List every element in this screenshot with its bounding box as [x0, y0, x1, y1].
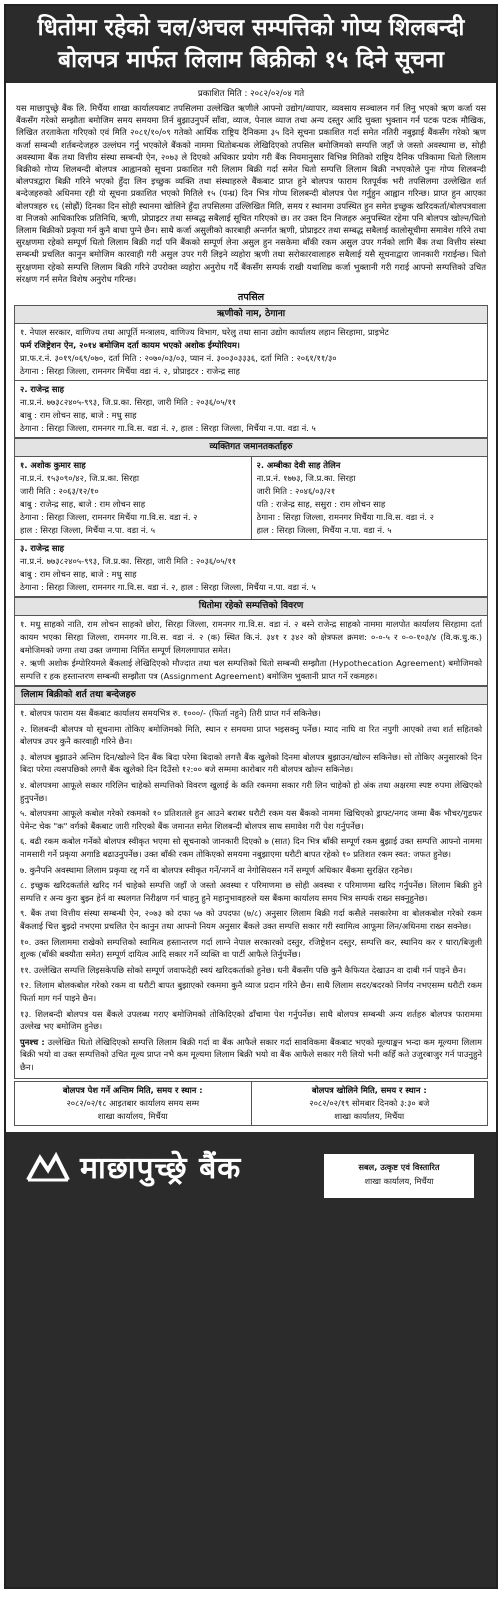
guarantor-1-line-5: ठेगाना : सिरहा जिल्ला, रामनगर मिर्चैया गा.वि.स. वडा नं. २ [20, 512, 198, 523]
condition-item: ८. इच्छुक खरिदकर्ताले खरिद गर्न चाहेको सम्पत्ति जहाँ जे जस्तो अवस्था र परिमाणमा छ सोही अवस्था र परिमाणमा खरिद गर्नुपर्नेछ। लिलाम बिक्री हुने सम्पत्ति र अन्य कुरा बुझ्न हेर्न वा स्थलगत निरीक्षण गर्न चाहनु हुने महानुभावहरुले यस बैंकमा कार्यालय समय भित्र सम्पर्क राख्न सक्नुहुनेछ। [20, 880, 482, 903]
conditions-heading: लिलाम बिक्रीको शर्त तथा बन्देजहरु [15, 687, 488, 705]
published-date: प्रकाशित मिति : २०८२/०२/०४ गते [197, 89, 305, 99]
slogan: सबल, उत्कृष्ट एवं विस्तारित [358, 1162, 440, 1173]
property-item-2: २. ऋणी अशोक ईम्पोरियमले बैंकलाई लेखिदिएको मौज्दात तथा चल सम्पत्तिको धितो सम्बन्धी सम्झौता (Hypothecation Agreement) बमोजिमको सम्पत्ति र हक हस्तान्तरण सम्बन्धी सम्झौता पत्र (Assignment Agreement) बमोजिम भुक्तानी प्राप्त गर्ने रकमहरु। [20, 658, 482, 682]
condition-item: १०. उक्त लिलाममा राखेको सम्पत्तिको स्वामित्व हस्तान्तरण गर्दा लाग्ने नेपाल सरकारको दस्तुर, रजिष्ट्रेशन दस्तुर, सम्पत्ति कर, स्थानिय कर र धारा/बिजुली शुल्क (बाँकी बक्यौता समेत) सम्पूर्ण दायित्व आदि सकार गर्ने व्यक्ति वा पार्टी आफैले तिर्नुपर्नेछ। [20, 936, 482, 960]
borrower-2-line-4: ठेगाना : सिरहा जिल्ला, रामनगर गा.वि.स. वडा नं. २, हाल : सिरहा जिल्ला, मिर्चैया न.पा. वडा नं. ५ [20, 423, 316, 434]
condition-item: १३. शिलबन्दी बोलपत्र यस बैंकले उपलब्ध गराए बमोजिमको तोकिदिएको ढाँचामा पेश गर्नुपर्नेछ। साथै बोलपत्र सम्बन्धी अन्य शर्तहरु बोलपत्र फाराममा उल्लेख भए बमोजिम हुनेछ। [20, 1008, 482, 1032]
borrower-2-line-1: २. राजेन्द्र साह [20, 384, 65, 395]
condition-item: ९. बैंक तथा वित्तीय संस्था सम्बन्धी ऐन, २०७३ को दफा ५७ को उपदफा (७/८) अनुसार लिलाम बिक्री गर्दा कसैले नसकारेमा वा बोलकबोल गरेको रकम बैंकलाई चित्त बुझ्दो नभएमा प्रचलित ऐन कानुन तथा आफ्नो नियम अनुसार बैंकले उक्त सम्पत्ति सकार गरी स्वामित्व आफूमा लिन/अधिनमा राख्न सक्नेछ। [20, 908, 482, 931]
condition-item: ७. कुनैपनि अवस्थामा लिलाम प्रकृया रद्द गर्ने वा बोलपत्र स्वीकृत गर्ने/नगर्ने वा नेगोसियसन गर्ने सम्पूर्ण अधिकार बैंकमा सुरक्षित रहनेछ। [20, 864, 413, 875]
borrower-1-line-3: प्रा.फ.र.नं. ३०१९/०६९/०७०, दर्ता मिति : २०७०/०३/०३, प्यान नं. ३००३०३३३६, दर्ता मिति : २०६१/११/३० [20, 353, 337, 364]
title-line-2: बोलपत्र मार्फत लिलाम बिक्रीको १५ दिने सूचना [58, 47, 444, 73]
guarantor-1-line-2: ना.प्र.नं. १५३०९०/४२, जि.प्र.का. सिरहा [20, 473, 140, 484]
guarantor-1-line-6: हाल : सिरहा जिल्ला, मिर्चैया न.पा. वडा नं. ५ [20, 525, 156, 536]
condition-item: ५. बोलपत्रमा आफूले कबोल गरेको रकमको १० प्रतिशतले हुन आउने बराबर धरौटी रकम यस बैंकको नाममा खिचिएको ड्राफ्ट/नगद जम्मा बैंक भौचर/गुडफर पेमेन्ट चेक "क" वर्गको बैंकबाट जारी गरिएको बैंक जमानत समेत शिलबन्दी बोलपत्र साथ समावेश गरी पेश गर्नुपर्नेछ। [20, 808, 482, 831]
submission-deadline [15, 1082, 252, 1126]
tapsil-heading: तपसिल [237, 292, 265, 304]
property-table [14, 597, 488, 686]
borrower-1-line-1: १. नेपाल सरकार, वाणिज्य तथा आपूर्ति मन्त्रालय, वाणिज्य विभाग, घरेलु तथा साना उद्योग कार्यालय लहान सिरहामा, प्राइभेट [20, 327, 389, 338]
deadline-table [14, 1081, 488, 1126]
notice-page [4, 4, 498, 1589]
guarantor-3-line-4: ठेगाना : सिरहा जिल्ला, रामनगर गा.वि.स. वडा नं. २, हाल : सिरहा जिल्ला, मिर्चैया न.पा. वडा नं. ५ [20, 582, 316, 593]
opening-label: बोलपत्र खोलिने मिति, समय र स्थान : [311, 1085, 427, 1096]
slogan-box [324, 1154, 474, 1198]
notice-header [6, 6, 496, 83]
condition-item: १२. लिलाम बोलकबोल गरेको रकम वा धरौटी बापत बुझाएको रकममा कुनै व्याज प्रदान गरिने छैन। साथै लिलाम सदर/बदरको निर्णय नभएसम्म धरौटी रकम फिर्ता माग गर्न पाइने छैन। [20, 980, 482, 1003]
bank-footer [6, 1132, 496, 1587]
postscript-text: उल्लेखित धितो लेखिदिएको सम्पत्ति लिलाम बिक्री गर्दा वा बैंक आफैले सकार गर्दा सावविकमा बैंकबाट भएको मूल्याङ्कन भन्दा कम मूल्यमा लिलाम बिक्री भयो वा उक्त सम्पत्तिको उचित मूल्य प्राप्त नभै कम मूल्यमा लिलाम बिक्री भयो वा बैंक आफैले सकार गरी लियो भनी कहिँ कते उजुरबाजुर गर्न पाउनुहुने छैन। [20, 1036, 483, 1072]
guarantor-2-line-5: ठेगाना : सिरहा जिल्ला, रामनगर मिर्चैया गा.वि.स. वडा नं. २ [256, 512, 434, 523]
guarantor-2-line-2: ना.प्र.नं. १७७३, जि.प्र.का. सिरहा [256, 473, 356, 484]
property-item-1: १. मधु साहको नाति, राम लोचन साहको छोरा, सिरहा जिल्ला, रामनगर गा.वि.स. वडा नं. २ बस्ने राजेन्द्र साहको नाममा मालपोत कार्यालय सिरहामा दर्ता कायम भएका सिरहा जिल्ला, रामनगर गा.वि.स. वडा नं. २ (क) स्थित कि.नं. ३४१ र ३४२ को क्षेत्रफल क्रमश: ०-०-५ र ०-०-१०३/४ (वि.क.धु.क.) बमोजिमको जग्गा तथा उक्त जग्गामा निर्मित सम्पूर्ण लिगलगापात समेत। [20, 619, 482, 656]
mountain-logo-icon [26, 1150, 70, 1184]
opening-schedule [251, 1082, 488, 1126]
guarantor-3-line-3: बाबु : राम लोचन साह, बाजे : मधु साह [20, 569, 137, 580]
conditions-table [14, 686, 488, 1079]
guarantor-3 [15, 540, 488, 597]
borrower-1-line-2: फर्म रजिष्ट्रेशन ऐन, २०१४ बमोजिम दर्ता कायम भएको अशोक ईम्पोरियम। [20, 340, 240, 351]
submission-date: २०८२/०२/१८ आइतबार कार्यालय समय सम्म [66, 1098, 200, 1109]
guarantor-1 [15, 457, 252, 540]
guarantor-2-line-3: जारी मिति : २०४६/०३/२१ [256, 486, 336, 497]
condition-item: १. बोलपत्र फाराम यस बैंकबाट कार्यालय समयभित्र रु. १०००/- (फिर्ता नहुने) तिरी प्राप्त गर्न सकिनेछ। [20, 708, 321, 719]
condition-item: २. शिलबन्दी बोलपत्र यो सूचनामा तोकिए बमोजिमको मिति, स्थान र समयमा प्राप्त भइसक्नु पर्नेछ। म्याद नाघि वा रित नपुगी आएको तथा शर्त सहितको बोलपत्र उपर कुनै कारवाही गरिने छैन। [20, 723, 482, 747]
guarantor-2-line-1: २. अम्बीका देवी साह तेलिन [256, 460, 341, 471]
borrower-2-line-2: ना.प्र.नं. ७७३८२४०५-९९३, जि.प्र.का. सिरहा, जारी मिति : २०३६/०५/११ [20, 397, 237, 408]
conditions-list [15, 705, 488, 1079]
title-line-1: धितोमा रहेको चल/अचल सम्पत्तिको गोप्य शिलबन्दी [37, 15, 465, 41]
opening-place: शाखा कार्यालय, मिर्चैया [334, 1111, 405, 1122]
branch-name: शाखा कार्यालय, मिर्चैया [364, 1176, 434, 1187]
bank-name: माछापुच्छ्रे बैंक [80, 1151, 242, 1187]
guarantor-3-line-1: ३. राजेन्द्र साह [20, 543, 65, 554]
condition-item: ६. बढी रकम कबोल गर्नेको बोलपत्र स्वीकृत भएमा सो सूचनाको जानकारी दिएको ७ (सात) दिन भित्र बाँकी सम्पूर्ण रकम बुझाई उक्त सम्पत्ति आफ्नो नाममा नामसारी गर्ने प्रकृया अगाडि बढाउनुपर्नेछ। उक्त बाँकी रकम तोकिएको समयमा नबुझाएमा धरौटी बापत रहेको १० प्रतिशत रकम स्वत: जफत हुनेछ। [20, 836, 482, 859]
guarantor-1-line-3: जारी मिति : २०६३/१२/१० [20, 486, 99, 497]
guarantor-2 [251, 457, 488, 540]
guarantor-2-line-4: पति : राजेन्द्र साह, ससुरा : राम लोचन साह [256, 499, 386, 510]
opening-date: २०८२/०२/१९ सोमबार दिनको ३:३० बजे [309, 1098, 430, 1109]
condition-item: ४. बोलपत्रमा आफूले सकार गरिलिन चाहेको सम्पत्तिको विवरण खुलाई के कति रकममा सकार गरी लिन चाहेको हो अंक तथा अक्षरमा स्पष्ट रुपमा लेखिएको हुनुपर्नेछ। [20, 780, 482, 803]
borrower-1 [15, 324, 488, 381]
submission-label: बोलपत्र पेश गर्ने अन्तिम मिति, समय र स्थान : [62, 1085, 203, 1096]
property-heading: धितोमा रहेको सम्पत्तिको विवरण [15, 598, 488, 616]
guarantor-table [14, 438, 488, 597]
guarantor-2-line-6: हाल : सिरहा जिल्ला, मिर्चैया न.पा. वडा नं. ५ [256, 525, 392, 536]
bank-logo [26, 1146, 241, 1187]
guarantor-1-line-1: १. अशोक कुमार साह [20, 460, 86, 471]
submission-place: शाखा कार्यालय, मिर्चैया [97, 1111, 168, 1122]
borrower-1-line-4: ठेगाना : सिरहा जिल्ला, रामनगर मिर्चैया वडा नं. २, प्रोप्राइटर : राजेन्द्र साह [20, 366, 240, 377]
postscript [20, 1036, 482, 1074]
intro-paragraph: यस माछापुच्छ्रे बैंक लि. मिर्चैया शाखा कार्यालयबाट तपसिलमा उल्लेखित ऋणीले आफ्नो उद्योग/व्यापार, व्यवसाय सञ्चालन गर्न लिनु भएको ऋण कर्जा यस बैंकसँग गरेको सम्झौता बमोजिम समय समयमा तिर्न बुझाउनुपर्ने साँवा, व्याज, पेनाल व्याज तथा अन्य दस्तुर आदि चुक्ता भुक्तान गर्न पटक पटक मौखिक, लिखित तरताकेता गरिएको एवं मिति २०८१/१०/०९ गतेको आर्थिक राष्ट्रिय दैनिकमा ३५ दिने सूचना प्रकाशित गर्दा समेत नतिरी नबुझाई बैंकसँग गरेको ऋण कर्जा सम्बन्धी शर्तबन्देजहरु उल्लंघन गर्नु भएकोले बैंकको नाममा धितोबन्धक लेखिदिएको तपसिल बमोजिमको सम्पत्ति जहाँ जे जस्तो अवस्थामा छ, सोही अवस्थामा बैंक तथा वित्तीय संस्था सम्बन्धी ऐन, २०७३ ले दिएको अधिकार प्रयोग गरी बैंक नियमानुसार विभिन्न मितिको राष्ट्रिय दैनिक पत्रिकामा धितो लिलाम बिक्रीको गोप्य शिलबन्दी बोलपत्र आह्वानको सूचना प्रकाशित गरी लिलाम बिक्री गर्दा समेत धितो सम्पत्ति लिलाम बिक्री नभएकोले पुनः गोप्य शिलबन्दी बोलपत्रद्वारा बिक्री गरिने भएको हुँदा लिन इच्छुक व्यक्ति तथा संस्थाहरुले बैंकबाट प्राप्त हुने बोलपत्र फाराम रितपूर्वक भरी तपसिलमा उल्लेखित शर्त बन्देजहरुको अधिनमा रही यो सूचना प्रकाशित भएको मितिले १५ (पन्ध्र) दिन भित्र गोप्य शिलबन्दी बोलपत्र पेश गर्नुहुन आह्वान गरिन्छ। प्राप्त हुन आएका बोलपत्रहरु १६ (सोह्रौं) दिनका दिन सोही स्थानमा खोलिने हुँदा तपसिलमा उल्लिखित मिति, समय र स्थानमा उपस्थित हुन समेत इच्छुक खरिदकर्ता/बोलपत्रवाला वा निजको आधिकारिक प्रतिनिधि, ऋणी, प्रोप्राइटर तथा सम्बद्ध सबैलाई सूचित गरिएको छ। तर उक्त दिन निजहरु अनुपस्थित रहेमा पनि बोलपत्र खोल्न/धितो लिलाम बिक्रीको प्रकृया गर्न कुनै बाधा पुग्ने छैन। साथै कर्जा असुलीको कारबाही अन्तर्गत ऋणी, प्रोप्राइटर तथा सम्बद्ध सबैलाई कालोसूचीमा समावेश गरिने तथा सुरक्षणमा रहेको सम्पूर्ण धितो लिलाम बिक्री गर्दा पनि बैंकको सम्पूर्ण लेना असुल हुन नसकेमा बाँकी रकम असुल उपर गर्नको लागि बैंक तथा वित्तीय संस्था सम्बन्धी प्रचलित कानुन बमोजिम कारवाही गरी असुल उपर गरी लिइने व्यहोरा ऋणी तथा सरोकारवालाहरु सबैलाई यसै सूचनाद्वारा जानकारी गराईन्छ। धितो सुरक्षणमा रहेको सम्पत्ति लिलाम बिक्री गरिने उपरोक्त व्यहोरा अनुरोध गर्दै बैंकसँग सम्पर्क राखी यथाशिघ्र कर्जा भुक्तानी गरी गराई आफ्नो सम्पत्तिको उचित संरक्षण गर्न समेत विशेष अनुरोध गरिन्छ। [16, 103, 487, 284]
property-details [15, 616, 488, 686]
guarantor-3-line-2: ना.प्र.नं. ७७३८२४०५-९९३, जि.प्र.का. सिरहा, जारी मिति : २०३६/०५/११ [20, 556, 237, 567]
guarantor-heading: व्यक्तिगत जमानतकर्ताहरु [15, 439, 488, 457]
borrower-2 [15, 381, 488, 438]
guarantor-1-line-4: बाबु : राजेन्द्र साह, बाजे : राम लोचन साह [20, 499, 146, 510]
borrower-2-line-3: बाबु : राम लोचन साह, बाजे : मधु साह [20, 410, 137, 421]
borrower-table [14, 305, 488, 438]
condition-item: ३. बोलपत्र बुझाउने अन्तिम दिन/खोल्ने दिन बैंक बिदा परेमा बिदाको लगत्तै बैंक खुलेको दिनमा बोलपत्र बुझाउन/खोल्न सकिनेछ। सो तोकिए अनुसारको दिन बिदा परेमा त्यसपछिको लगत्तै बैंक खुलेको दिन दिउँसो १२:०० बजे सम्ममा कारोबार गरी बोलपत्र खोल्न सकिनेछ। [20, 751, 482, 775]
postscript-label: पुनश्च : [20, 1036, 45, 1047]
condition-item: ११. उल्लेखित सम्पत्ति लिइसकेपछि सोको सम्पूर्ण जवाफदेही स्वयं खरिदकर्ताको हुनेछ। धनी बैंकसँग पछि कुनै कैफियत देखाउन वा दाबी गर्न पाइने छैन। [20, 964, 467, 975]
borrower-heading: ऋणीको नाम, ठेगाना [15, 306, 488, 324]
